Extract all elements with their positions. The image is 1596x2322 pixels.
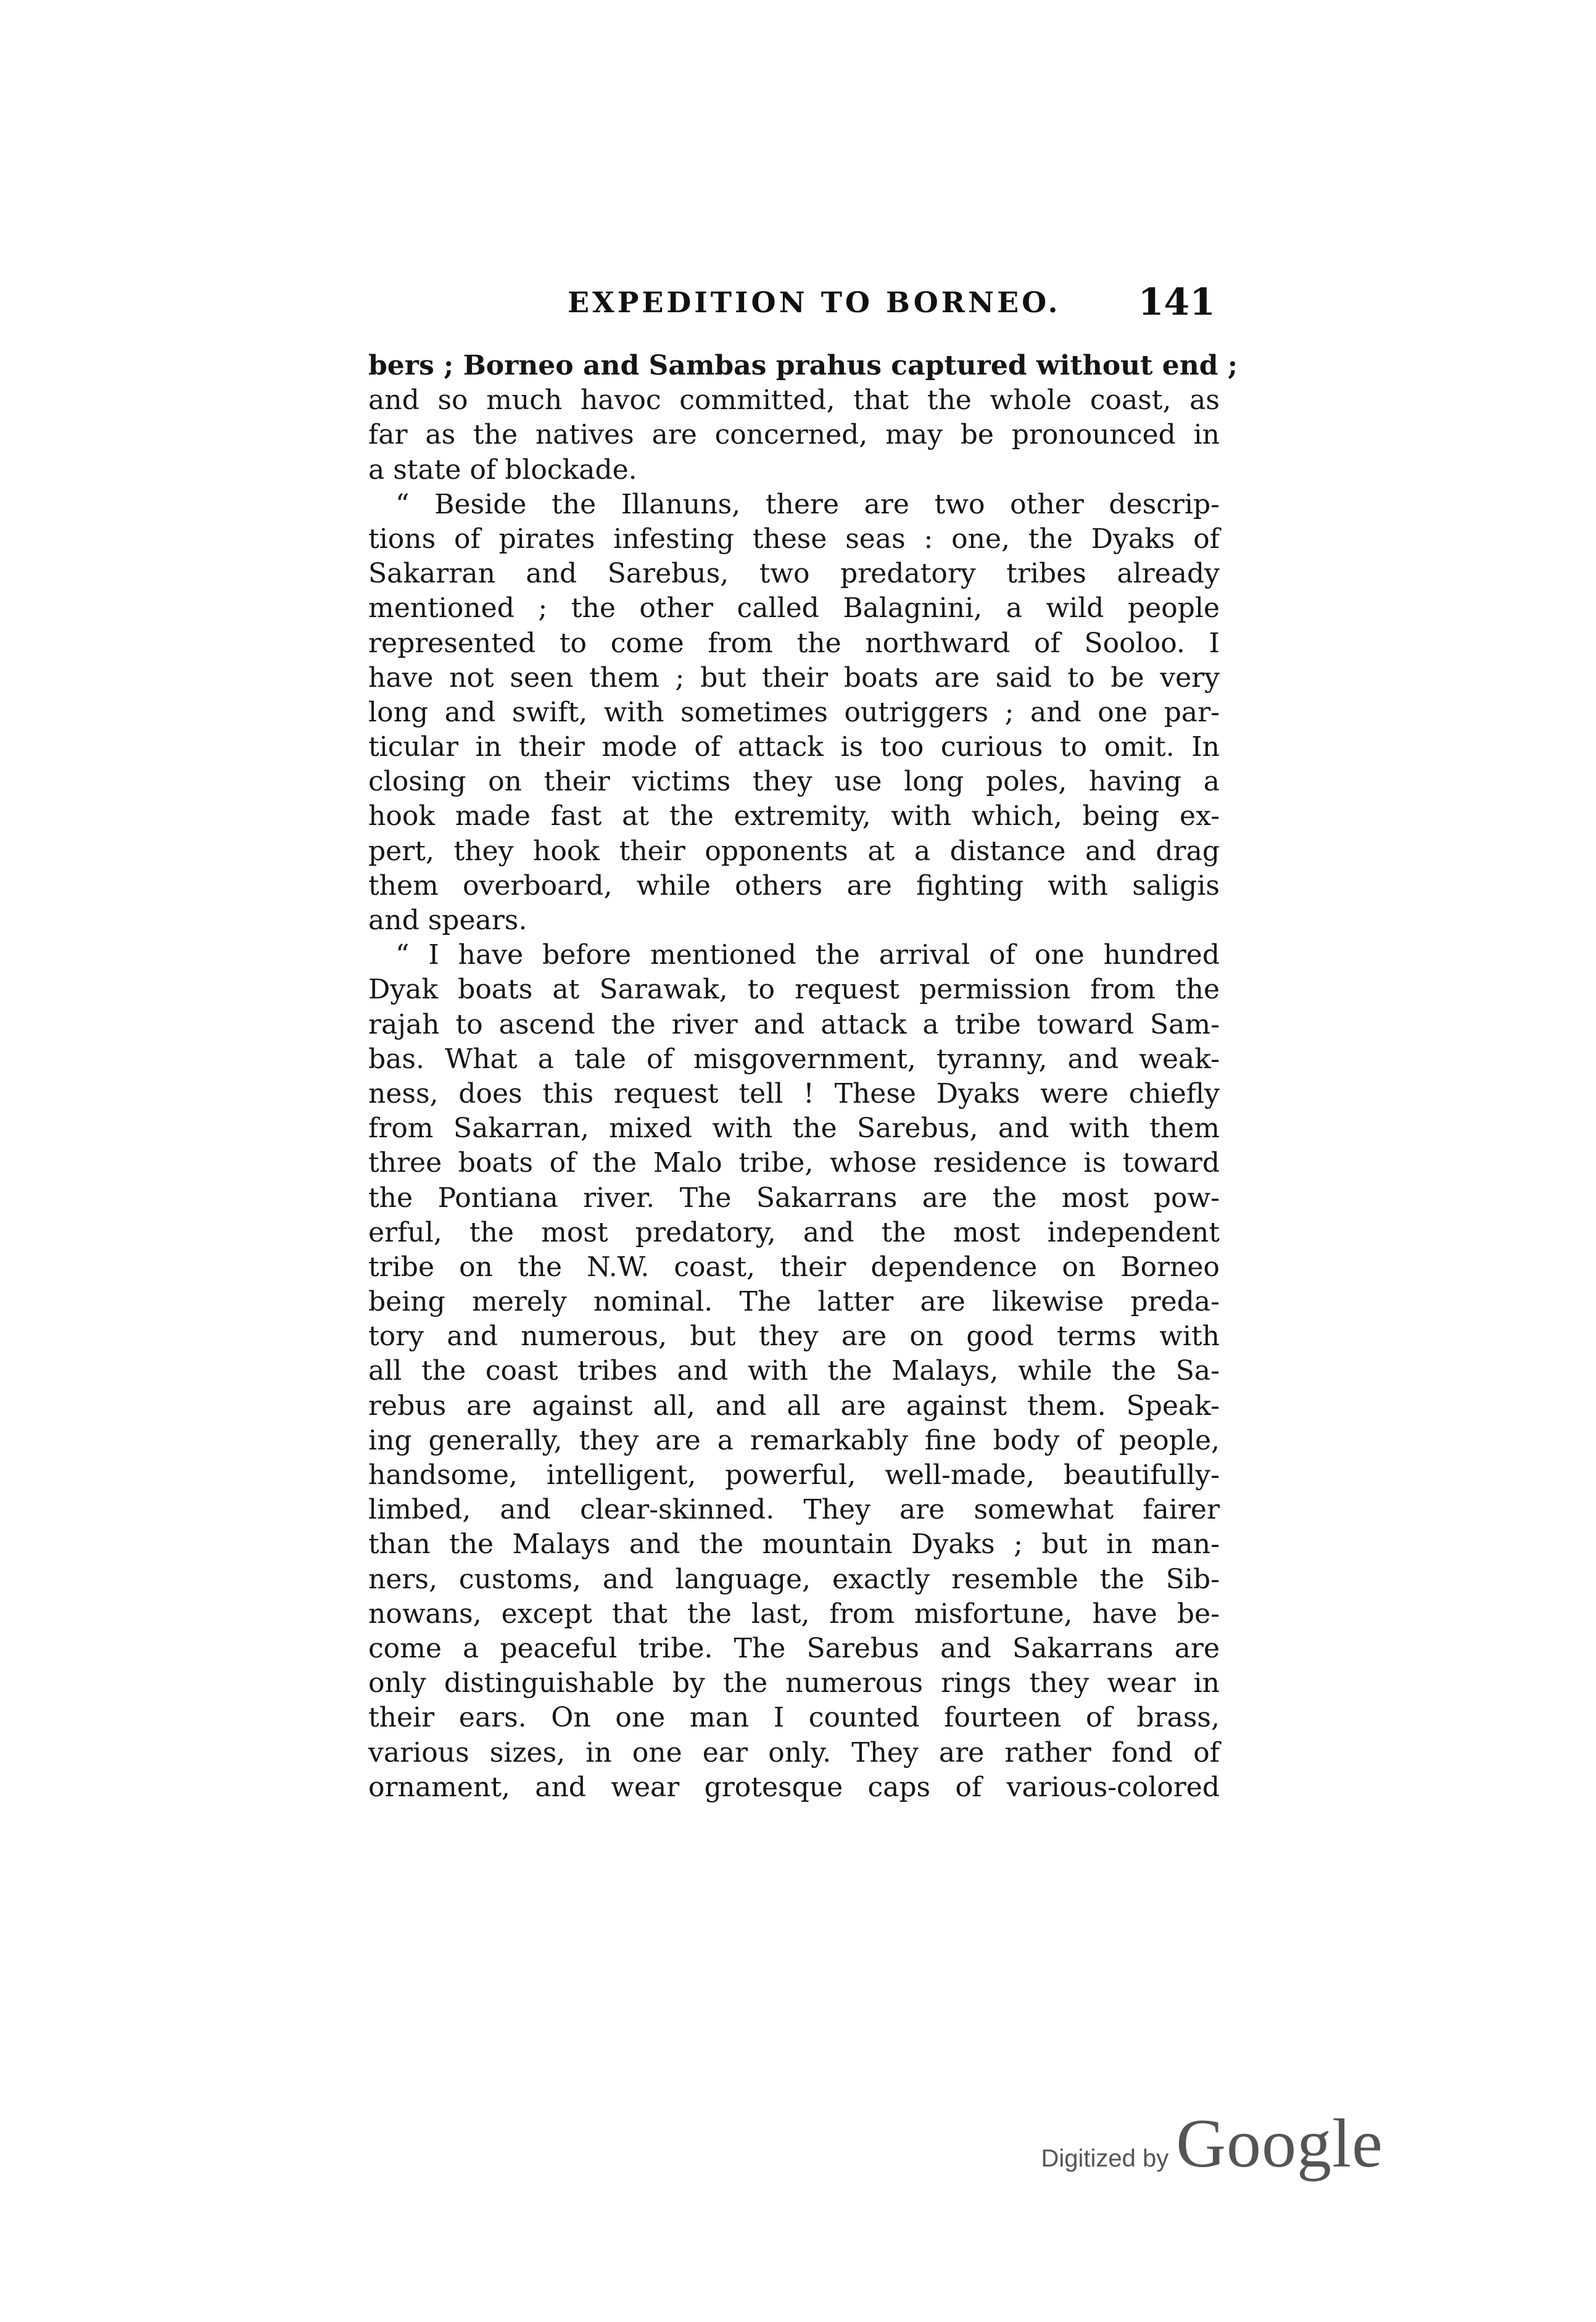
text-line: long and swift, with sometimes outriggers ; and one par- xyxy=(368,696,1220,728)
paragraph-first-line: “ Beside the Illanuns, there are two other descrip- xyxy=(395,488,1220,520)
text-line: nowans, except that the last, from misfortune, have be- xyxy=(368,1598,1220,1630)
text-line: come a peaceful tribe. The Sarebus and Sakarrans are xyxy=(368,1632,1220,1664)
text-line: a state of blockade. xyxy=(368,454,637,486)
text-line: three boats of the Malo tribe, whose residence is toward xyxy=(368,1147,1220,1179)
text-line: from Sakarran, mixed with the Sarebus, and with them xyxy=(368,1113,1220,1145)
text-line: closing on their victims they use long poles, having a xyxy=(368,766,1220,798)
text-line: erful, the most predatory, and the most independent xyxy=(368,1216,1220,1248)
text-line: tions of pirates infesting these seas : one, the Dyaks of xyxy=(368,523,1220,555)
text-line: rebus are against all, and all are against them. Speak- xyxy=(368,1390,1220,1422)
text-line: and so much havoc committed, that the whole coast, as xyxy=(368,384,1220,417)
text-line: far as the natives are concerned, may be pronounced in xyxy=(368,419,1220,451)
text-line: tory and numerous, but they are on good terms with xyxy=(368,1321,1220,1353)
paragraph-first-line: “ I have before mentioned the arrival of one hundred xyxy=(395,939,1220,971)
text-line: and spears. xyxy=(368,905,527,936)
text-line: than the Malays and the mountain Dyaks ; but in man- xyxy=(368,1528,1220,1561)
text-line: represented to come from the northward of Sooloo. I xyxy=(368,627,1220,659)
text-line: bas. What a tale of misgovernment, tyranny, and weak- xyxy=(368,1043,1220,1075)
page-number: 141 xyxy=(1138,281,1215,324)
body-text xyxy=(368,349,1238,1805)
text-line: all the coast tribes and with the Malays, while the Sa- xyxy=(368,1355,1220,1387)
text-line: only distinguishable by the numerous rings they wear in xyxy=(368,1667,1220,1699)
text-line: Dyak boats at Sarawak, to request permission from the xyxy=(368,974,1220,1006)
text-line: ticular in their mode of attack is too curious to omit. In xyxy=(368,731,1220,763)
text-line: limbed, and clear-skinned. They are somewhat fairer xyxy=(368,1494,1220,1526)
text-line: hook made fast at the extremity, with which, being ex- xyxy=(368,800,1220,832)
text-line: them overboard, while others are fighting with saligis xyxy=(368,869,1220,902)
watermark-prefix: Digitized by xyxy=(1041,2145,1169,2172)
text-line: handsome, intelligent, powerful, well-made, beautifully- xyxy=(368,1459,1220,1491)
text-line: bers ; Borneo and Sambas prahus captured without end ; xyxy=(368,350,1238,381)
running-head-title: EXPEDITION TO BORNEO. xyxy=(568,286,1061,319)
text-line: ness, does this request tell ! These Dyaks were chiefly xyxy=(368,1077,1220,1109)
text-line: ornament, and wear grotesque caps of various-colored xyxy=(368,1771,1220,1803)
text-line: have not seen them ; but their boats are said to be very xyxy=(368,661,1220,694)
text-line: ners, customs, and language, exactly resemble the Sib- xyxy=(368,1563,1220,1595)
text-line: mentioned ; the other called Balagnini, a wild people xyxy=(368,592,1220,624)
text-line: being merely nominal. The latter are likewise preda- xyxy=(368,1286,1220,1318)
text-line: Sakarran and Sarebus, two predatory tribes already xyxy=(368,558,1220,590)
text-line: their ears. On one man I counted fourteen of brass, xyxy=(368,1702,1220,1734)
google-logo: Google xyxy=(1176,2105,1383,2182)
digitized-by-google-watermark xyxy=(1041,2104,1383,2182)
text-line: ing generally, they are a remarkably fine body of people, xyxy=(368,1424,1220,1456)
text-line: rajah to ascend the river and attack a tribe toward Sam- xyxy=(368,1008,1220,1040)
text-line: tribe on the N.W. coast, their dependence on Borneo xyxy=(368,1251,1220,1283)
text-line: pert, they hook their opponents at a distance and drag xyxy=(368,835,1220,867)
text-line: the Pontiana river. The Sakarrans are the most pow- xyxy=(368,1182,1220,1214)
running-head xyxy=(370,281,1222,324)
text-line: various sizes, in one ear only. They are rather fond of xyxy=(368,1736,1220,1768)
